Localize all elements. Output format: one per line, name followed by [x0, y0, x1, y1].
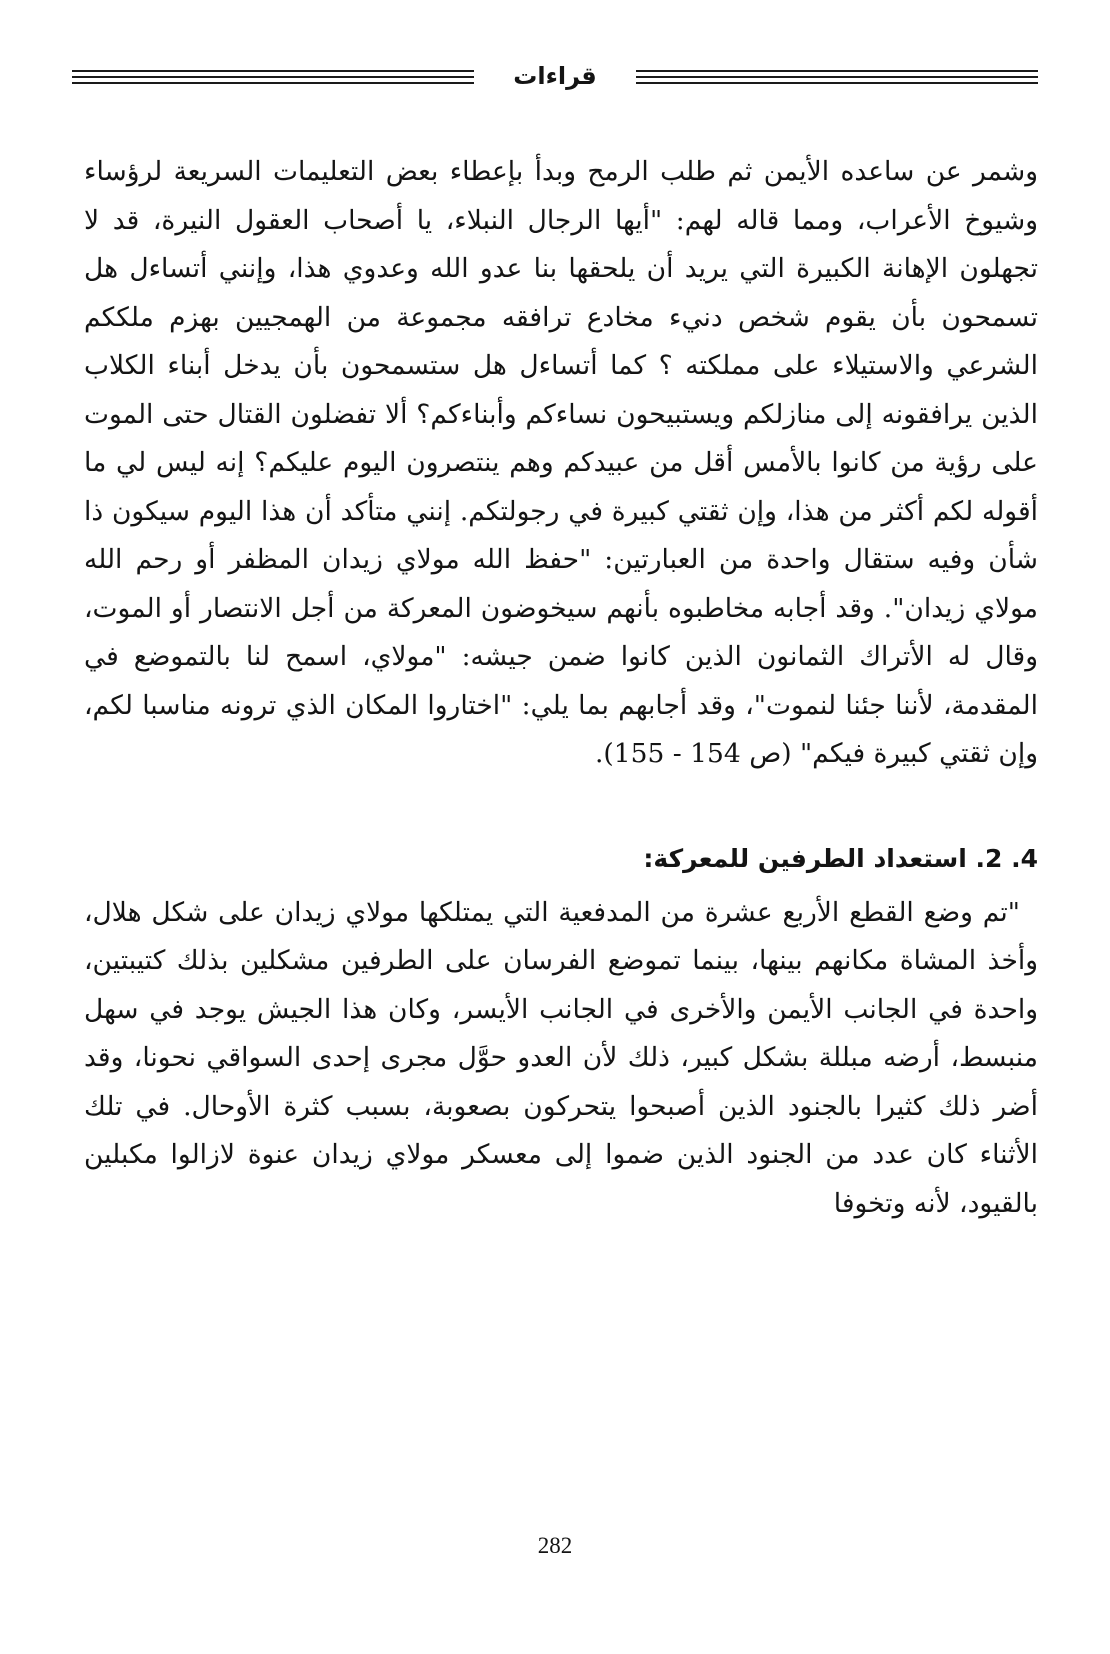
- running-header-title: قراءات: [513, 62, 597, 90]
- body-paragraph-2: "تم وضع القطع الأربع عشرة من المدفعية التي يمتلكها مولاي زيدان على شكل هلال، وأخذ المشاة مكانهم بينها، بينما تموضع الفرسان على الطرفين مشكلين بذلك كتيبتين، واحدة في الجانب الأيمن والأخرى في الجانب الأيسر، وكان هذا الجيش يوجد في سهل منبسط، أرضه مبللة بشكل كبير، ذلك لأن العدو حوَّل مجرى إحدى السواقي نحونا، وقد أضر ذلك كثيرا بالجنود الذين أصبحوا يتحركون بصعوبة، بسبب كثرة الأوحال. في تلك الأثناء كان عدد من الجنود الذين ضموا إلى معسكر مولاي زيدان عنوة لازالوا مكبلين بالقيود، لأنه وتخوفا: [84, 896, 1038, 1219]
- page-body: [84, 148, 1038, 1228]
- running-header: [72, 58, 1038, 98]
- body-paragraph-1: وشمر عن ساعده الأيمن ثم طلب الرمح وبدأ بإعطاء بعض التعليمات السريعة لرؤساء وشيوخ الأعراب، ومما قاله لهم: "أيها الرجال النبلاء، يا أصحاب العقول النيرة، قد لا تجهلون الإهانة الكبيرة التي يريد أن يلحقها بنا عدو الله وعدوي هذا، وإنني أتساءل هل تسمحون بأن يقوم شخص دنيء مخادع ترافقه مجموعة من الهمجيين بهزم ملككم الشرعي والاستيلاء على مملكته ؟ كما أتساءل هل ستسمحون بأن يدخل أبناء الكلاب الذين يرافقونه إلى منازلكم ويستبيحون نساءكم وأبناءكم؟ ألا تفضلون القتال حتى الموت على رؤية من كانوا بالأمس أقل من عبيدكم وهم ينتصرون اليوم عليكم؟ إنه ليس لي ما أقوله لكم أكثر من هذا، وإن ثقتي كبيرة في رجولتكم. إنني متأكد أن هذا اليوم سيكون ذا شأن وفيه ستقال واحدة من العبارتين: "حفظ الله مولاي زيدان المظفر أو رحم الله مولاي زيدان". وقد أجابه مخاطبوه بأنهم سيخوضون المعركة من أجل الانتصار أو الموت، وقال له الأتراك الثمانون الذين كانوا ضمن جيشه: "مولاي، اسمح لنا بالتموضع في المقدمة، لأننا جئنا لنموت"، وقد أجابهم بما يلي: "اختاروا المكان الذي ترونه مناسبا لكم، وإن ثقتي كبيرة فيكم" (ص 154 - 155).: [84, 156, 1038, 769]
- header-rule-right: [636, 70, 1038, 84]
- header-rule-left: [72, 70, 474, 84]
- section-heading: 4. 2. استعداد الطرفين للمعركة:: [643, 843, 1038, 873]
- page-number: 282: [537, 1533, 573, 1558]
